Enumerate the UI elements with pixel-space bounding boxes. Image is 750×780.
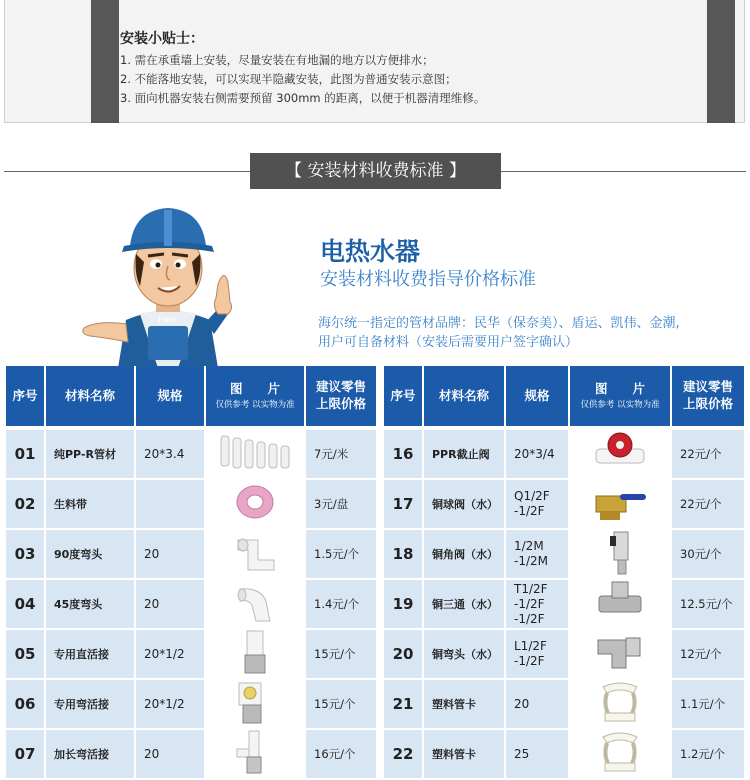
pipe-clip-icon xyxy=(595,730,645,779)
item-spec: Q1/2F -1/2F xyxy=(506,480,570,530)
item-number: 21 xyxy=(384,680,424,730)
header-price-line-2: 上限价格 xyxy=(682,396,733,411)
item-image xyxy=(206,580,306,630)
item-name: 铜弯头（水） xyxy=(424,630,506,680)
item-price: 7元/米 xyxy=(306,430,378,480)
item-name: 45度弯头 xyxy=(46,580,136,630)
item-price: 3元/盘 xyxy=(306,480,378,530)
item-name: 塑料管卡 xyxy=(424,730,506,780)
item-name: 铜角阀（水） xyxy=(424,530,506,580)
header-spec: 规格 xyxy=(506,366,570,428)
item-spec: 20 xyxy=(506,680,570,730)
item-number: 02 xyxy=(6,480,46,530)
pipe-clip-icon xyxy=(595,680,645,729)
copper-elbow-icon xyxy=(592,630,648,678)
hero-note-line-1: 海尔统一指定的管材品牌：民华（保奈美）、盾运、凯伟、金潮, xyxy=(318,316,680,331)
tips-title: 安装小贴士： xyxy=(120,31,204,47)
item-spec xyxy=(136,480,206,530)
item-name: PPR截止阀 xyxy=(424,430,506,480)
item-number: 06 xyxy=(6,680,46,730)
table-row xyxy=(6,630,378,680)
item-name: 专用弯活接 xyxy=(46,680,136,730)
stop-valve-icon xyxy=(590,430,650,479)
item-image xyxy=(206,530,306,580)
item-spec: T1/2F -1/2F -1/2F xyxy=(506,580,570,630)
tips-right-bar xyxy=(707,0,735,123)
item-price: 15元/个 xyxy=(306,680,378,730)
item-price: 1.5元/个 xyxy=(306,530,378,580)
item-image xyxy=(206,480,306,530)
item-name: 铜球阀（水） xyxy=(424,480,506,530)
item-name: 生料带 xyxy=(46,480,136,530)
straight-union-icon xyxy=(235,630,275,679)
header-price xyxy=(306,366,378,428)
item-spec: 20*3/4 xyxy=(506,430,570,480)
hero-title: 电热水器 xyxy=(320,237,421,266)
table-header-row xyxy=(384,366,746,428)
item-image xyxy=(570,580,672,630)
elbow-union-icon xyxy=(233,680,277,729)
item-image xyxy=(570,730,672,780)
table-row xyxy=(6,480,378,530)
item-image xyxy=(570,480,672,530)
item-number: 22 xyxy=(384,730,424,780)
item-number: 04 xyxy=(6,580,46,630)
item-name: 加长弯活接 xyxy=(46,730,136,780)
header-image xyxy=(570,366,672,428)
mascot-helmet-brand: Haier xyxy=(158,315,178,324)
table-row xyxy=(6,530,378,580)
item-number: 16 xyxy=(384,430,424,480)
item-image xyxy=(206,680,306,730)
item-number: 07 xyxy=(6,730,46,780)
tips-line-1: 1. 需在承重墙上安装，尽量安装在有地漏的地方以方便排水； xyxy=(120,53,434,67)
table-row xyxy=(384,530,746,580)
item-price: 22元/个 xyxy=(672,480,746,530)
table-row xyxy=(384,630,746,680)
item-image xyxy=(570,630,672,680)
tee-icon xyxy=(595,580,645,628)
item-spec: 20 xyxy=(136,530,206,580)
header-no: 序号 xyxy=(384,366,424,428)
item-number: 17 xyxy=(384,480,424,530)
header-price-line-1: 建议零售 xyxy=(682,379,733,395)
item-image xyxy=(206,430,306,480)
header-spec: 规格 xyxy=(136,366,206,428)
item-name: 塑料管卡 xyxy=(424,680,506,730)
item-spec: 25 xyxy=(506,730,570,780)
item-spec: 20*3.4 xyxy=(136,430,206,480)
elbow-90-icon xyxy=(230,532,280,576)
item-price: 16元/个 xyxy=(306,730,378,780)
header-name: 材料名称 xyxy=(46,366,136,428)
table-row xyxy=(6,680,378,730)
item-name: 铜三通（水） xyxy=(424,580,506,630)
item-price: 30元/个 xyxy=(672,530,746,580)
item-price: 12.5元/个 xyxy=(672,580,746,630)
section-title: 【 安装材料收费标准 】 xyxy=(250,153,501,189)
item-price: 12元/个 xyxy=(672,630,746,680)
item-price: 15元/个 xyxy=(306,630,378,680)
tips-line-3: 3. 面向机器安装右侧需要预留 300mm 的距离，以便于机器清理维修。 xyxy=(120,91,486,105)
item-name: 专用直活接 xyxy=(46,630,136,680)
table-row xyxy=(384,680,746,730)
item-spec: 20 xyxy=(136,580,206,630)
item-spec: L1/2F -1/2F xyxy=(506,630,570,680)
angle-valve-icon xyxy=(600,530,640,580)
item-name: 90度弯头 xyxy=(46,530,136,580)
item-spec: 20*1/2 xyxy=(136,680,206,730)
item-price: 1.1元/个 xyxy=(672,680,746,730)
tips-left-bar xyxy=(91,0,119,123)
item-image xyxy=(570,680,672,730)
table-row xyxy=(384,580,746,630)
table-row xyxy=(6,430,378,480)
ball-valve-icon xyxy=(590,482,650,526)
header-price-line-2: 上限价格 xyxy=(315,396,366,411)
table-row xyxy=(6,730,378,780)
header-price xyxy=(672,366,746,428)
item-price: 22元/个 xyxy=(672,430,746,480)
tape-icon xyxy=(230,482,280,526)
item-image xyxy=(570,530,672,580)
item-number: 20 xyxy=(384,630,424,680)
item-image xyxy=(570,430,672,480)
item-number: 05 xyxy=(6,630,46,680)
item-name: 纯PP-R管材 xyxy=(46,430,136,480)
hero-note-line-2: 用户可自备材料（安装后需要用户签字确认） xyxy=(318,335,579,350)
header-image-label: 图 片 xyxy=(229,380,280,396)
header-name: 材料名称 xyxy=(424,366,506,428)
item-price: 1.2元/个 xyxy=(672,730,746,780)
table-row xyxy=(6,580,378,630)
item-number: 03 xyxy=(6,530,46,580)
item-price: 1.4元/个 xyxy=(306,580,378,630)
table-row xyxy=(384,480,746,530)
header-image xyxy=(206,366,306,428)
table-row xyxy=(384,430,746,480)
header-image-note: 仅供参考 以实物为准 xyxy=(580,399,660,410)
tips-line-2: 2. 不能落地安装，可以实现半隐藏安装，此图为普通安装示意图； xyxy=(120,72,457,86)
table-header-row xyxy=(6,366,378,428)
item-image xyxy=(206,630,306,680)
long-elbow-union-icon xyxy=(233,730,277,779)
header-no: 序号 xyxy=(6,366,46,428)
hero-subtitle: 安装材料收费指导价格标准 xyxy=(320,269,536,290)
item-number: 18 xyxy=(384,530,424,580)
item-spec: 1/2M -1/2M xyxy=(506,530,570,580)
item-image xyxy=(206,730,306,780)
item-number: 19 xyxy=(384,580,424,630)
elbow-45-icon xyxy=(230,581,280,627)
installer-mascot-icon xyxy=(78,202,258,368)
pipe-icon xyxy=(215,432,295,476)
table-row xyxy=(384,730,746,780)
item-spec: 20 xyxy=(136,730,206,780)
header-price-line-1: 建议零售 xyxy=(315,379,366,395)
header-image-note: 仅供参考 以实物为准 xyxy=(215,399,295,410)
header-image-label: 图 片 xyxy=(594,380,645,396)
item-number: 01 xyxy=(6,430,46,480)
item-spec: 20*1/2 xyxy=(136,630,206,680)
